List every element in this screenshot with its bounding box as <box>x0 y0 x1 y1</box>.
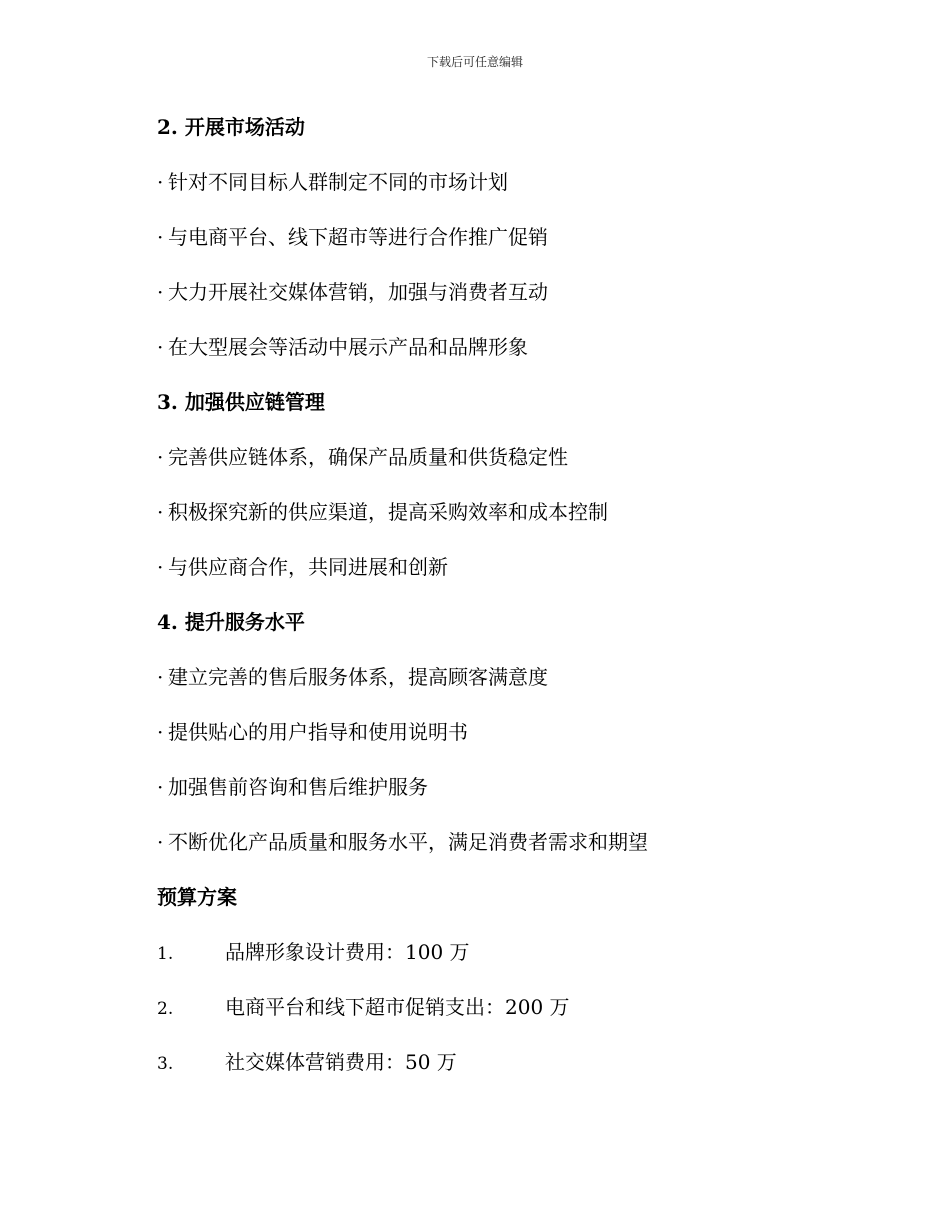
page-header: 下载后可任意编辑 <box>426 55 523 69</box>
bullet-text: 针对不同目标人群制定不同的市场计划 <box>168 170 508 194</box>
bullet-item <box>157 493 857 548</box>
bullet-text: 完善供应链体系，确保产品质量和供货稳定性 <box>168 445 568 469</box>
section-heading-market: 2. 开展市场活动 <box>157 115 305 139</box>
bullet-item <box>157 548 857 603</box>
bullet-mark: · <box>157 225 164 249</box>
item-text: 品牌形象设计费用：100 万 <box>225 940 470 964</box>
bullet-text: 加强售前咨询和售后维护服务 <box>168 775 428 799</box>
bullet-item <box>157 218 857 273</box>
bullet-text: 提供贴心的用户指导和使用说明书 <box>168 720 468 744</box>
bullet-mark: · <box>157 555 164 579</box>
bullet-text: 与供应商合作，共同进展和创新 <box>168 555 448 579</box>
section-heading-service: 4. 提升服务水平 <box>157 610 305 634</box>
bullet-text: 不断优化产品质量和服务水平，满足消费者需求和期望 <box>168 830 648 854</box>
numbered-item <box>157 988 857 1043</box>
bullet-text: 与电商平台、线下超市等进行合作推广促销 <box>168 225 548 249</box>
bullet-mark: · <box>157 280 164 304</box>
bullet-text: 积极探究新的供应渠道，提高采购效率和成本控制 <box>168 500 608 524</box>
numbered-item <box>157 1043 857 1098</box>
bullet-text: 在大型展会等活动中展示产品和品牌形象 <box>168 335 528 359</box>
item-text: 社交媒体营销费用：50 万 <box>225 1050 457 1074</box>
bullet-item <box>157 713 857 768</box>
bullet-item <box>157 163 857 218</box>
bullet-mark: · <box>157 445 164 469</box>
bullet-mark: · <box>157 335 164 359</box>
bullet-mark: · <box>157 500 164 524</box>
section-heading-supply-chain: 3. 加强供应链管理 <box>157 390 325 414</box>
item-number: 3. <box>157 1054 174 1074</box>
bullet-item <box>157 273 857 328</box>
bullet-mark: · <box>157 775 164 799</box>
bullet-item <box>157 823 857 878</box>
section-heading-budget: 预算方案 <box>157 885 237 909</box>
item-text: 电商平台和线下超市促销支出：200 万 <box>225 995 570 1019</box>
bullet-text: 大力开展社交媒体营销，加强与消费者互动 <box>168 280 548 304</box>
bullet-mark: · <box>157 170 164 194</box>
bullet-mark: · <box>157 665 164 689</box>
bullet-item <box>157 328 857 383</box>
bullet-text: 建立完善的售后服务体系，提高顾客满意度 <box>168 665 548 689</box>
numbered-item <box>157 933 857 988</box>
bullet-item <box>157 768 857 823</box>
bullet-item <box>157 438 857 493</box>
item-number: 1. <box>157 944 174 964</box>
document-body <box>157 108 857 1098</box>
bullet-mark: · <box>157 720 164 744</box>
item-number: 2. <box>157 999 174 1019</box>
bullet-mark: · <box>157 830 164 854</box>
bullet-item <box>157 658 857 713</box>
